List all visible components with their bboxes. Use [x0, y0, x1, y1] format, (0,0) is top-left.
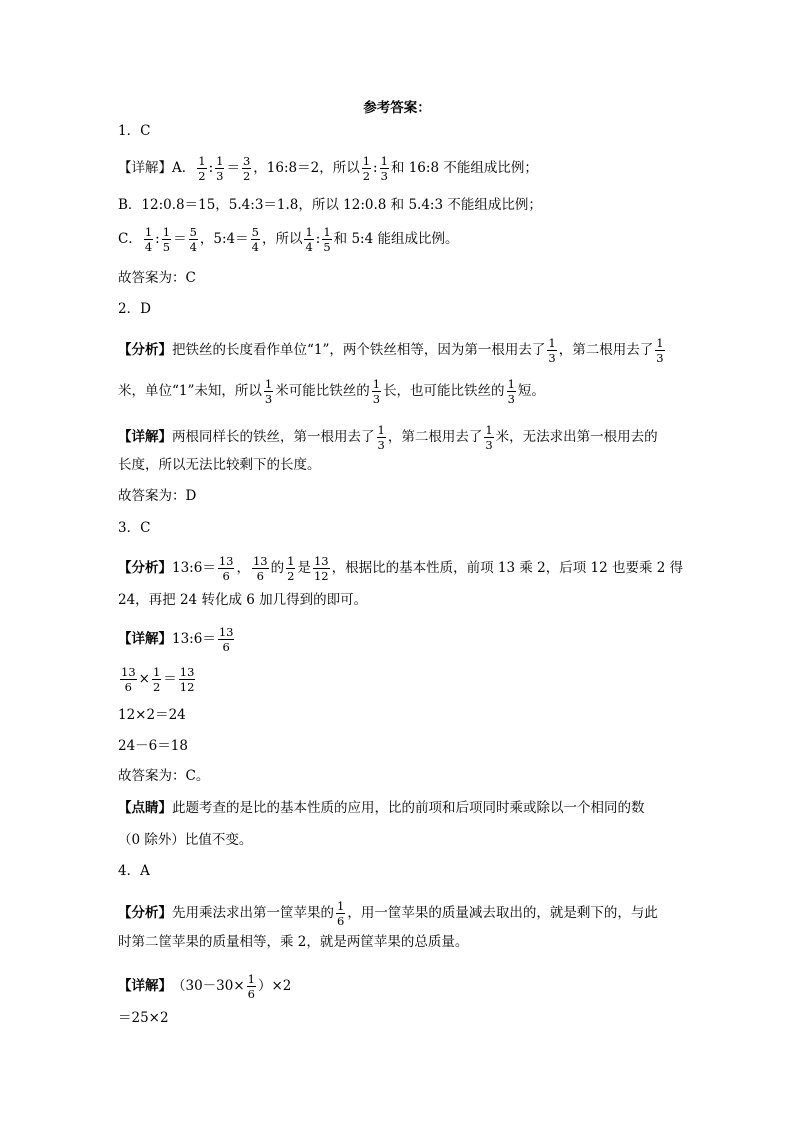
text: （30－30× — [172, 977, 245, 994]
text: ，第二根用去了 — [387, 428, 483, 445]
fraction: $\frac{13}{6}$ — [218, 625, 234, 655]
text: 的 — [270, 559, 285, 576]
analysis-tag: 【分析】 — [118, 904, 172, 921]
fraction: $\frac{1}{3}$ — [507, 377, 515, 407]
q4-detail-line2: ＝25×2 — [118, 1010, 169, 1026]
fraction: $\frac{1}{2}$ — [287, 554, 295, 584]
q3-answer: 故答案为：C。 — [118, 768, 210, 784]
fraction: $\frac{1}{4}$ — [144, 225, 153, 255]
fraction: $\frac{1}{4}$ — [305, 225, 313, 255]
q3-detail-line1 — [118, 626, 236, 653]
text: 先用乘法求出第一筐苹果的 — [172, 904, 334, 921]
text: 米可能比铁丝的 — [275, 382, 370, 399]
text: ，所以 — [261, 230, 303, 247]
colon: : — [373, 159, 378, 176]
text: C． — [118, 230, 142, 247]
colon: : — [315, 230, 321, 247]
text: 长，也可能比铁丝的 — [383, 382, 505, 399]
text: ， — [236, 559, 250, 576]
q4-number: 4．A — [118, 863, 150, 879]
text: 是 — [297, 559, 311, 576]
detail-tag: 【详解】 — [118, 428, 172, 445]
q2-detail-line1 — [118, 424, 658, 451]
fraction: $\frac{5}{4}$ — [189, 225, 197, 255]
text: ，16:8＝2，所以 — [253, 159, 360, 176]
fraction: $\frac{13}{12}$ — [179, 665, 195, 695]
detail-tag: 【详解】 — [118, 977, 172, 994]
text: 米，无法求出第一根用去的 — [495, 428, 658, 445]
note-tag: 【点睛】 — [118, 800, 172, 816]
q4-analysis-line2: 时第二筐苹果的质量相等，乘 2，就是两筐苹果的总质量。 — [118, 934, 469, 950]
q2-analysis-line1 — [118, 337, 667, 364]
fraction: $\frac{1}{3}$ — [380, 154, 388, 184]
q1-detail-b: B．12:0.8＝15，5.4:3＝1.8，所以 12:0.8 和 5.4:3 不能组成比例； — [118, 197, 542, 213]
fraction: $\frac{3}{2}$ — [242, 154, 251, 184]
detail-prefix: 【详解】A． — [118, 159, 196, 176]
colon: : — [208, 159, 214, 176]
q3-detail-line2 — [118, 666, 197, 693]
fraction: $\frac{1}{3}$ — [548, 336, 556, 366]
q3-analysis-line2: 24，再把 24 转化成 6 加几得到的即可。 — [118, 592, 368, 608]
text: 和 5:4 能组成比例。 — [333, 230, 459, 247]
fraction: $\frac{1}{3}$ — [485, 423, 493, 453]
q1-detail-a — [118, 155, 538, 182]
text: ，用一筐苹果的质量减去取出的，就是剩下的，与此 — [347, 904, 658, 921]
text: ，根据比的基本性质，前项 13 乘 2，后项 12 也要乘 2 得 — [331, 559, 684, 576]
fraction: $\frac{1}{3}$ — [377, 423, 385, 453]
fraction: $\frac{1}{2}$ — [152, 665, 161, 695]
fraction: $\frac{13}{12}$ — [313, 554, 329, 584]
text: 把铁丝的长度看作单位“1”，两个铁丝相等，因为第一根用去了 — [172, 341, 546, 358]
fraction: $\frac{1}{3}$ — [216, 154, 224, 184]
q3-calc-2: 24－6＝18 — [118, 738, 188, 754]
fraction: $\frac{1}{3}$ — [372, 377, 381, 407]
fraction: $\frac{1}{6}$ — [337, 899, 345, 929]
q2-number: 2．D — [118, 301, 151, 317]
text: 米，单位“1”未知，所以 — [118, 382, 262, 399]
q2-analysis-line2 — [118, 378, 545, 405]
text: 13:6＝ — [172, 630, 216, 647]
q3-calc-1: 12×2＝24 — [118, 707, 186, 723]
page-title: 参考答案： — [363, 100, 431, 116]
text: ，5:4＝ — [199, 230, 249, 247]
equals: ＝ — [226, 159, 240, 176]
equals: ＝ — [163, 670, 177, 687]
text: 此题考查的是比的基本性质的应用，比的前项和后项同时乘或除以一个相同的数 — [172, 800, 645, 816]
fraction: $\frac{13}{6}$ — [252, 554, 268, 584]
q4-detail-line1 — [118, 973, 291, 1000]
fraction: $\frac{13}{6}$ — [218, 554, 234, 584]
q1-number: 1．C — [118, 123, 151, 139]
fraction: $\frac{1}{2}$ — [198, 154, 206, 184]
text: 两根同样长的铁丝，第一根用去了 — [172, 428, 375, 445]
q2-detail-line2: 长度，所以无法比较剩下的长度。 — [118, 457, 321, 473]
fraction: $\frac{1}{5}$ — [323, 225, 331, 255]
text: 13:6＝ — [172, 559, 216, 576]
text: ，第二根用去了 — [558, 341, 654, 358]
fraction: $\frac{1}{3}$ — [656, 336, 664, 366]
times: × — [138, 670, 150, 687]
q3-note-line2: （0 除外）比值不变。 — [118, 832, 253, 848]
q4-analysis-line1 — [118, 900, 658, 927]
colon: : — [155, 230, 160, 247]
q1-answer: 故答案为：C — [118, 270, 196, 286]
text: ）×2 — [258, 977, 292, 994]
fraction: $\frac{1}{2}$ — [362, 154, 371, 184]
analysis-tag: 【分析】 — [118, 341, 172, 358]
text: 和 16:8 不能组成比例； — [390, 159, 538, 176]
q3-note-line1 — [118, 802, 645, 816]
fraction: $\frac{1}{6}$ — [247, 972, 255, 1002]
fraction: $\frac{1}{5}$ — [162, 225, 171, 255]
q2-answer: 故答案为：D — [118, 488, 197, 504]
detail-tag: 【详解】 — [118, 630, 172, 647]
analysis-tag: 【分析】 — [118, 559, 172, 576]
equals: ＝ — [173, 230, 187, 247]
text: 短。 — [517, 382, 545, 399]
q3-number: 3．C — [118, 520, 151, 536]
fraction: $\frac{1}{3}$ — [264, 377, 273, 407]
q3-analysis-line1 — [118, 555, 683, 582]
fraction: $\frac{5}{4}$ — [251, 225, 259, 255]
fraction: $\frac{13}{6}$ — [121, 665, 136, 695]
q1-detail-c — [118, 226, 458, 253]
